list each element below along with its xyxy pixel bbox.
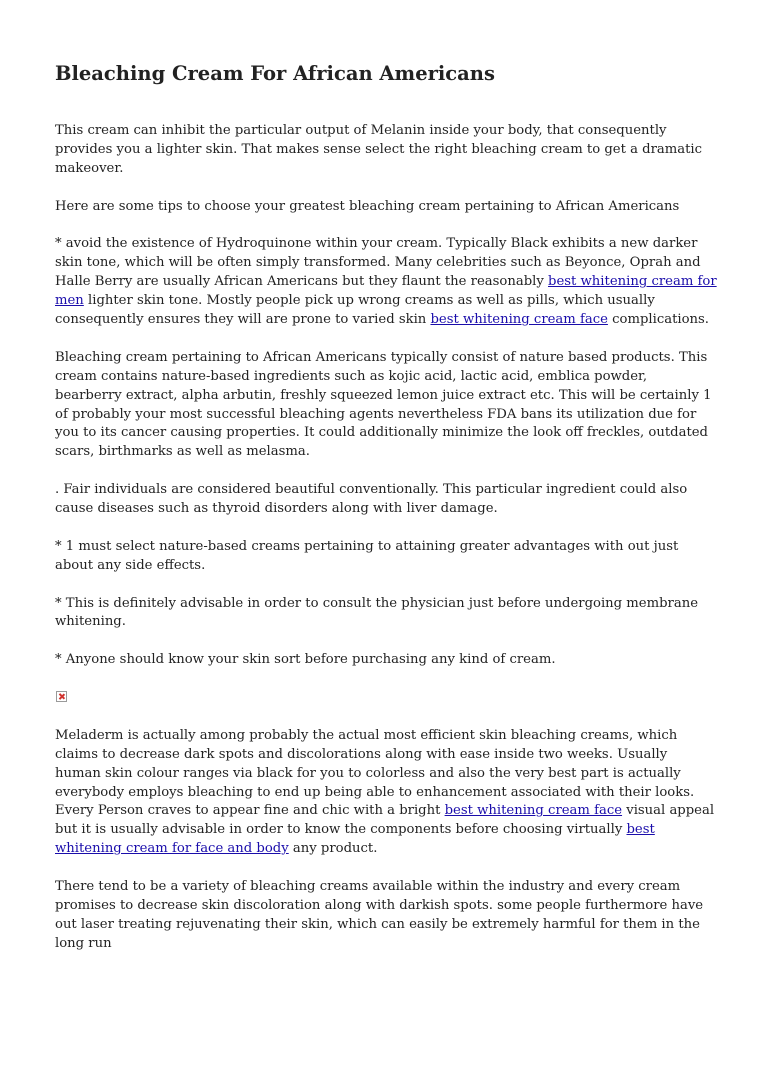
article-body <box>55 122 717 973</box>
paragraph-ingredients: Bleaching cream pertaining to African Americans typically consist of nature based products. This cream contains nature-based ingredients such as kojic acid, lactic acid, emblica powder, bearberry extract, alpha arbutin, freshly squeezed lemon juice extract etc. This will be certainly 1 of probably your most successful bleaching agents nevertheless FDA bans its utilization due for you to its cancer causing properties. It could additionally minimize the look off freckles, outdated scars, birthmarks as well as melasma. <box>55 349 712 460</box>
broken-image-icon <box>56 691 67 702</box>
text-span: any product. <box>288 841 378 857</box>
page-title: Bleaching Cream For African Americans <box>55 62 495 85</box>
paragraph-tip-nature-based: * 1 must select nature-based creams pertaining to attaining greater advantages with out just about any side effects. <box>55 538 679 573</box>
link-best-whitening-cream-face[interactable]: best whitening cream face <box>444 803 623 819</box>
text-span: complications. <box>607 312 709 328</box>
paragraph-variety: There tend to be a variety of bleaching creams available within the industry and every cream promises to decrease skin discoloration along with darkish spots. some people furthermore have out laser treating rejuvenating their skin, which can easily be extremely harmful for them in the long run <box>55 879 704 951</box>
image-container <box>55 689 717 708</box>
paragraph-intro: This cream can inhibit the particular output of Melanin inside your body, that consequently provides you a lighter skin. That makes sense select the right bleaching cream to get a dramatic makeover. <box>55 123 703 176</box>
paragraph-tips-intro: Here are some tips to choose your greatest bleaching cream pertaining to African Americans <box>55 198 680 214</box>
text-span: visual appeal but it is usually advisable in order to know the components before choosing virtually <box>55 803 715 838</box>
paragraph-tip-physician: * This is definitely advisable in order to consult the physician just before undergoing membrane whitening. <box>55 595 699 630</box>
paragraph-meladerm <box>55 727 717 859</box>
paragraph-hydroquinone <box>55 235 717 330</box>
paragraph-tip-skin-sort: * Anyone should know your skin sort before purchasing any kind of cream. <box>55 652 556 668</box>
paragraph-fair-individuals: . Fair individuals are considered beautiful conventionally. This particular ingredient could also cause diseases such as thyroid disorders along with liver damage. <box>55 482 688 517</box>
text-span: * avoid the existence of Hydroquinone within your cream. Typically Black exhibits a new darker skin tone, which will be often simply transformed. Many celebrities such as Beyonce, Oprah and Halle Berry are usually African Americans but they flaunt the reasonably <box>55 236 701 290</box>
link-best-whitening-cream-face[interactable]: best whitening cream face <box>430 312 608 328</box>
link-best-whitening-cream-for-face-and-body[interactable]: best whitening cream for face and body <box>55 822 655 857</box>
text-span: Meladerm is actually among probably the actual most efficient skin bleaching creams, which claims to decrease dark spots and discolorations along with ease inside two weeks. Usually human skin colour ranges via black for you to colorless and also the very best part is actually everybody employs bleaching to end up being able to enhancement associated with their looks. Every Person craves to appear fine and chic with a bright <box>55 727 695 819</box>
text-span: lighter skin tone. Mostly people pick up wrong creams as well as pills, which usually consequently ensures they will are prone to varied skin <box>55 293 655 328</box>
link-best-whitening-cream-for-men[interactable]: best whitening cream for men <box>55 274 717 309</box>
